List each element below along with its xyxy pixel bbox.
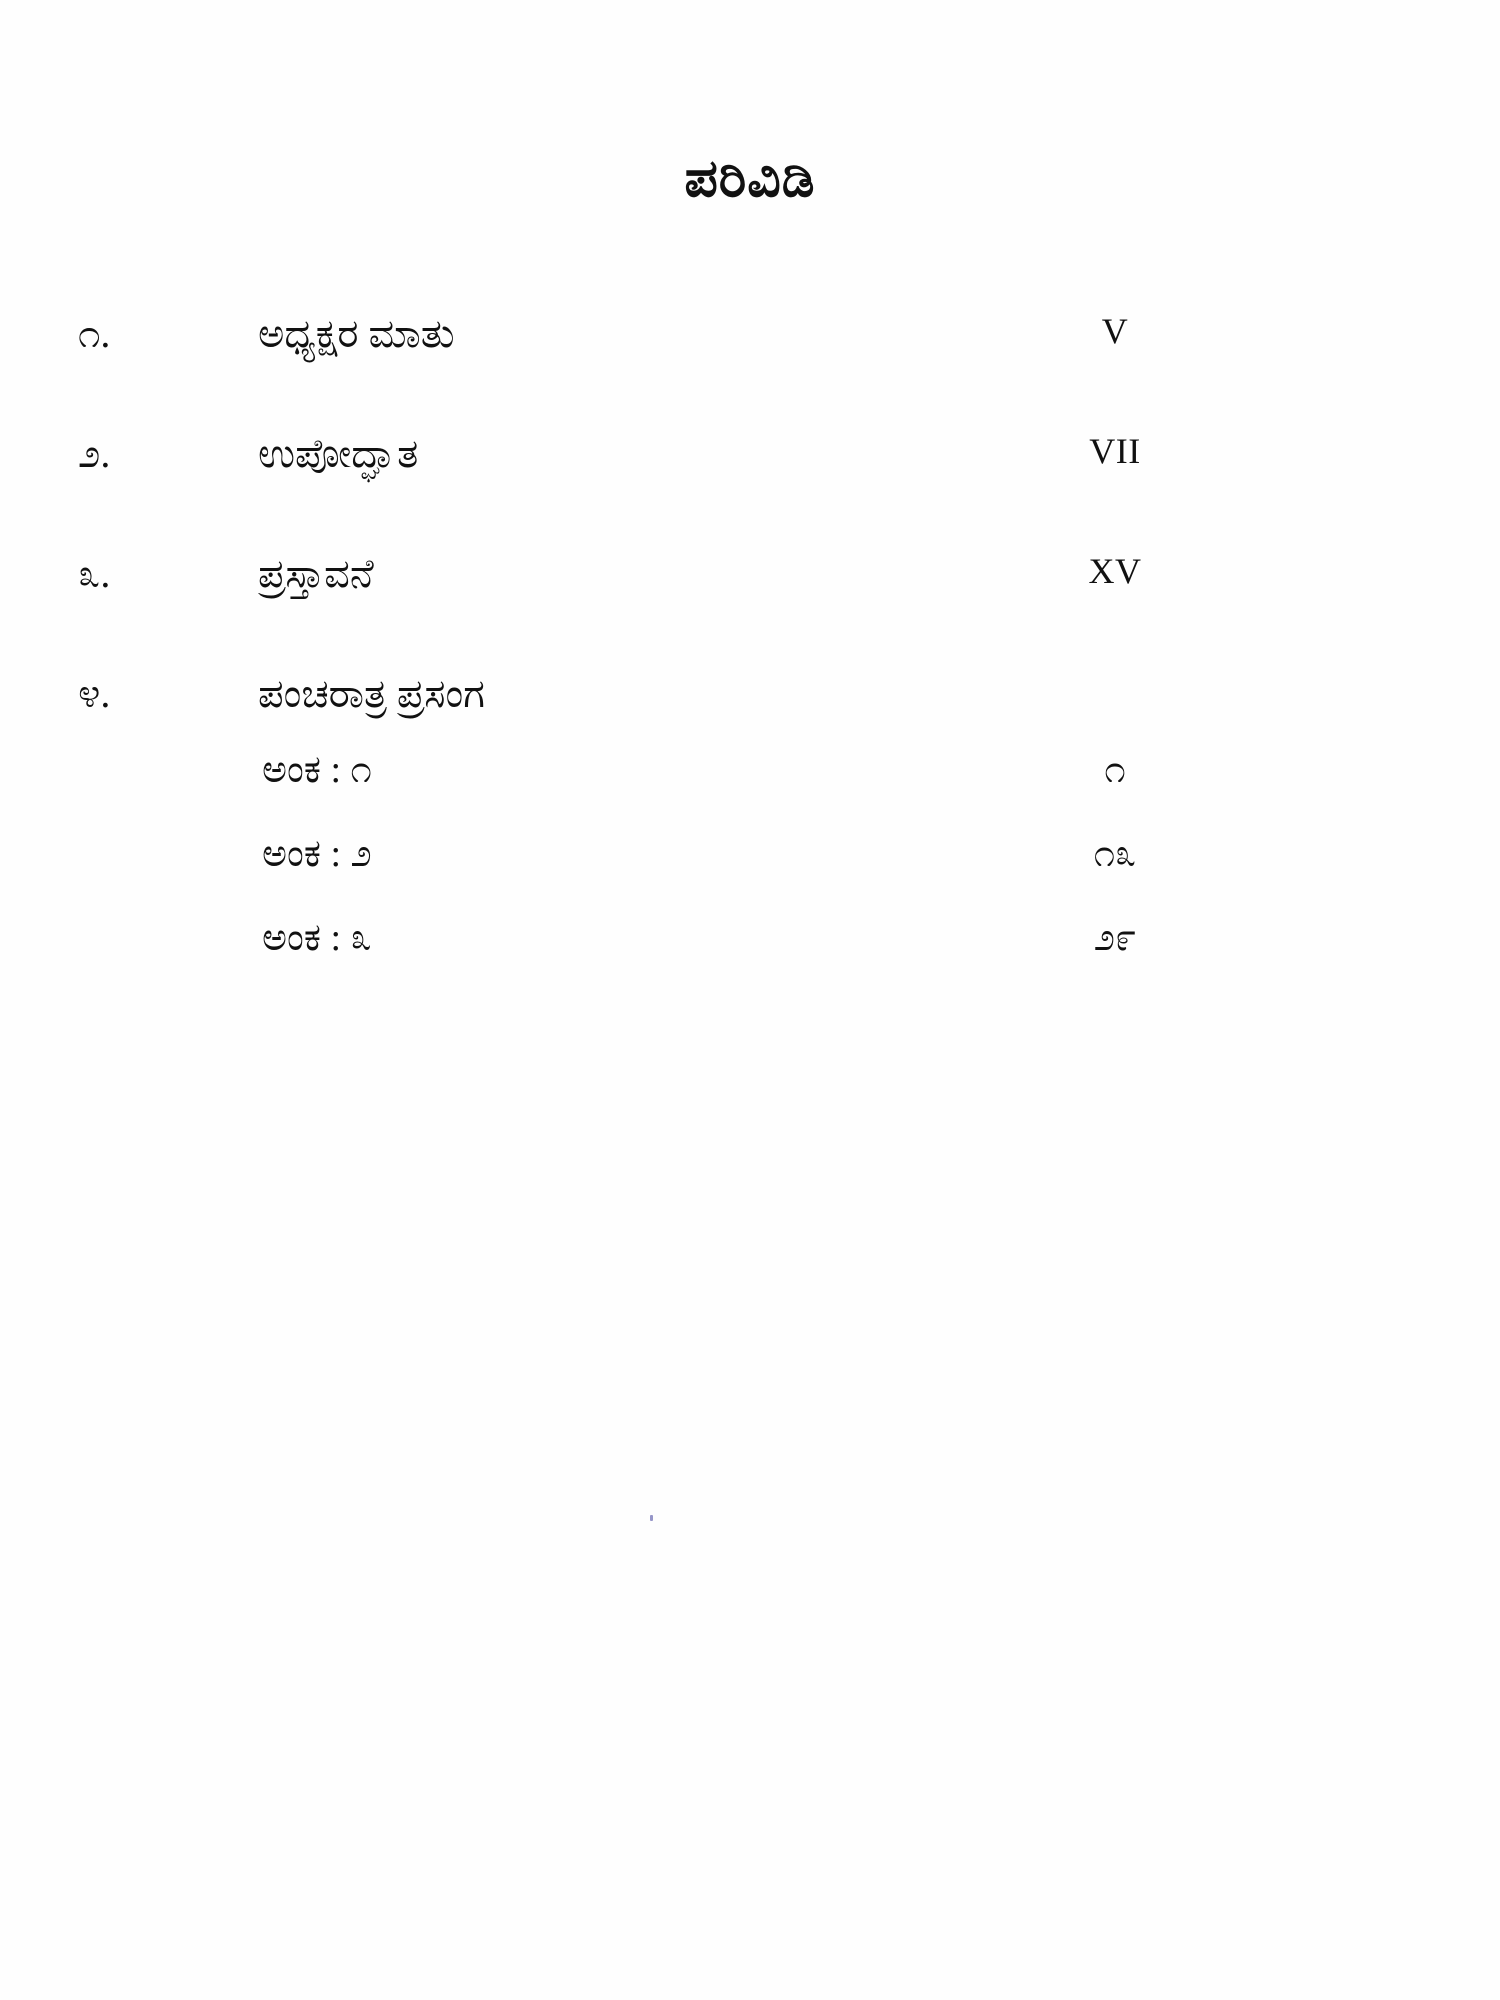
toc-entry[interactable] — [0, 550, 1500, 600]
toc-entry-label: ಪ್ರಸ್ತಾವನೆ — [258, 551, 374, 596]
toc-entry-page: ೧ — [1104, 749, 1126, 791]
toc-entry[interactable] — [0, 916, 1500, 966]
toc-entry[interactable] — [0, 310, 1500, 360]
toc-entry-page: XV — [1088, 551, 1142, 591]
toc-entry-page: V — [1101, 311, 1129, 351]
toc-entry-number: ೪. — [78, 671, 111, 716]
toc-entry-page: ೧೩ — [1093, 833, 1137, 875]
toc-entry[interactable] — [0, 670, 1500, 720]
toc-entry-label: ಉಪೋದ್ಘಾತ — [258, 431, 419, 476]
toc-entry-label: ಅಂಕ : ೨ — [262, 833, 372, 875]
toc-entry-label: ಅಧ್ಯಕ್ಷರ ಮಾತು — [258, 311, 455, 356]
page-title: ಪರಿವಿಡಿ — [684, 151, 816, 208]
toc-entry-number: ೧. — [78, 311, 111, 356]
toc-entry-page: VII — [1089, 431, 1141, 471]
toc-entry-number: ೩. — [78, 551, 111, 596]
toc-entry-label: ಅಂಕ : ೧ — [262, 749, 372, 791]
toc-entry[interactable] — [0, 430, 1500, 480]
toc-entry-label: ಅಂಕ : ೩ — [262, 917, 372, 959]
table-of-contents — [0, 310, 1500, 1000]
page-speck — [650, 1515, 653, 1521]
toc-entry[interactable] — [0, 832, 1500, 882]
toc-entry[interactable] — [0, 748, 1500, 798]
toc-entry-label: ಪಂಚರಾತ್ರ ಪ್ರಸಂಗ — [258, 671, 485, 716]
toc-entry-page: ೨೯ — [1093, 917, 1137, 959]
toc-entry-number: ೨. — [78, 431, 111, 476]
